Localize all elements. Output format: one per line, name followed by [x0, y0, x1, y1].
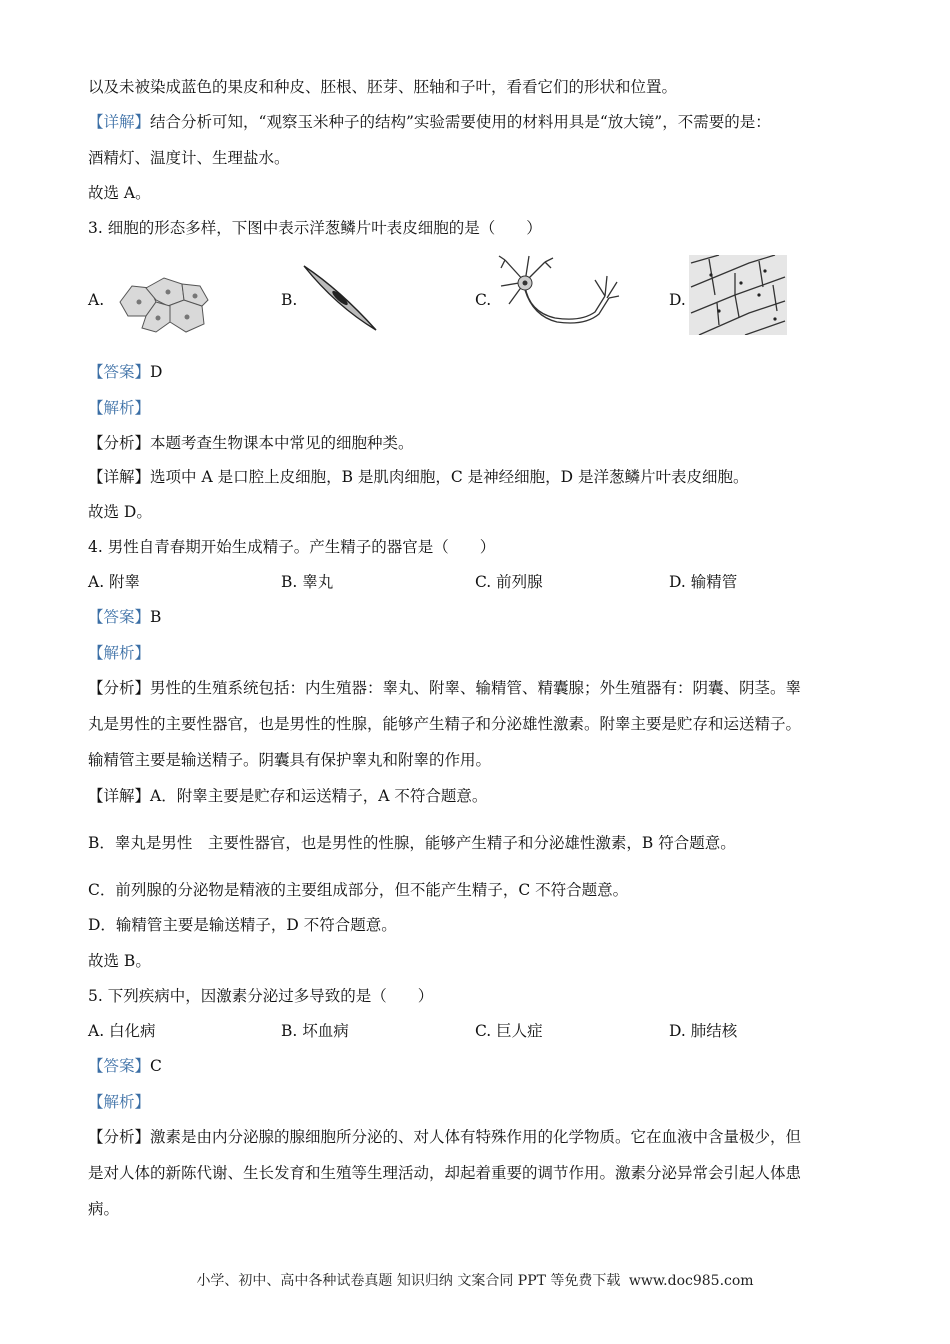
answer-line: [88, 361, 162, 383]
fenxi-tag: 【分析】: [88, 679, 151, 697]
option-label-c: C.: [475, 291, 492, 309]
neuron-image: [495, 252, 620, 334]
conclusion: 故选 D。: [88, 503, 152, 521]
analysis-tag: 【解析】: [88, 1093, 151, 1111]
xiangjie-text: 选项中 A 是口腔上皮细胞，B 是肌肉细胞，C 是神经细胞，D 是洋葱鳞片叶表皮细胞。: [150, 468, 749, 486]
xiangjie-text: A．附睾主要是贮存和运送精子，A 不符合题意。: [150, 787, 488, 805]
answer-tag: 【答案】: [88, 363, 151, 381]
text-line: [88, 111, 771, 133]
conclusion: 故选 B。: [88, 952, 151, 970]
analysis-line: [88, 677, 801, 699]
xiangjie-tag: 【详解】: [88, 787, 151, 805]
analysis-line: 病。: [88, 1200, 120, 1218]
option-a: A. 白化病: [88, 1022, 156, 1040]
onion-epidermis-image: [689, 255, 787, 339]
footer-link[interactable]: www.doc985.com: [628, 1273, 754, 1289]
question-stem: 5. 下列疾病中，因激素分泌过多导致的是（ ）: [88, 987, 434, 1005]
fenxi-text: 激素是由内分泌腺的腺细胞所分泌的、对人体有特殊作用的化学物质。它在血液中含量极少，但: [150, 1128, 802, 1146]
answer-line: [88, 1055, 162, 1077]
detail-line: D．输精管主要是输送精子，D 不符合题意。: [88, 916, 397, 934]
question-stem: 3. 细胞的形态多样，下图中表示洋葱鳞片叶表皮细胞的是（ ）: [88, 219, 542, 237]
detail-text: 结合分析可知，“观察玉米种子的结构”实验需要使用的材料用具是“放大镜”，不需要的是：: [150, 113, 771, 131]
text-line: 以及未被染成蓝色的果皮和种皮、胚根、胚芽、胚轴和子叶，看看它们的形状和位置。: [88, 78, 678, 96]
option-b: B. 坏血病: [281, 1022, 349, 1040]
option-d: D. 输精管: [669, 573, 738, 591]
option-d: D. 肺结核: [669, 1022, 738, 1040]
detail-tag: 【详解】: [88, 113, 151, 131]
fenxi-text: 男性的生殖系统包括：内生殖器：睾丸、附睾、输精管、精囊腺；外生殖器有：阴囊、阴茎。睾: [150, 679, 802, 697]
conclusion: 故选 A。: [88, 184, 151, 202]
fenxi-tag: 【分析】: [88, 434, 151, 452]
option-label-a: A.: [88, 291, 105, 309]
answer-tag: 【答案】: [88, 608, 151, 626]
detail-line: [88, 785, 487, 807]
page-footer: [0, 1270, 950, 1290]
answer-tag: 【答案】: [88, 1057, 151, 1075]
answer-value: D: [150, 363, 163, 381]
detail-line: C．前列腺的分泌物是精液的主要组成部分，但不能产生精子，C 不符合题意。: [88, 881, 629, 899]
analysis-line: [88, 1126, 801, 1148]
detail-line: B．睾丸是男性 主要性器官，也是男性的性腺，能够产生精子和分泌雄性激素，B 符合题意。: [88, 834, 736, 852]
option-b: B. 睾丸: [281, 573, 334, 591]
analysis-line: 输精管主要是输送精子。阴囊具有保护睾丸和附睾的作用。: [88, 751, 492, 769]
option-label-b: B.: [281, 291, 298, 309]
option-label-d: D.: [669, 291, 686, 309]
xiangjie-tag: 【详解】: [88, 468, 151, 486]
answer-line: [88, 606, 161, 628]
detail-line: [88, 466, 749, 488]
text-line: 酒精灯、温度计、生理盐水。: [88, 149, 290, 167]
option-c: C. 前列腺: [475, 573, 543, 591]
analysis-line: 丸是男性的主要性器官，也是男性的性腺，能够产生精子和分泌雄性激素。附睾主要是贮存和运送精子。: [88, 715, 802, 733]
answer-value: C: [150, 1057, 162, 1075]
analysis-line: 是对人体的新陈代谢、生长发育和生殖等生理活动，却起着重要的调节作用。激素分泌异常会引起人体患: [88, 1164, 802, 1182]
option-c: C. 巨人症: [475, 1022, 543, 1040]
fenxi-tag: 【分析】: [88, 1128, 151, 1146]
question-stem: 4. 男性自青春期开始生成精子。产生精子的器官是（ ）: [88, 538, 496, 556]
analysis-line: [88, 432, 414, 454]
cheek-cell-image: [112, 272, 212, 340]
answer-value: B: [150, 608, 162, 626]
analysis-tag: 【解析】: [88, 644, 151, 662]
fenxi-text: 本题考查生物课本中常见的细胞种类。: [150, 434, 414, 452]
muscle-cell-image: [300, 262, 380, 338]
option-a: A. 附睾: [88, 573, 141, 591]
footer-text: 小学、初中、高中各种试卷真题 知识归纳 文案合同 PPT 等免费下载: [196, 1273, 621, 1289]
analysis-tag: 【解析】: [88, 399, 151, 417]
